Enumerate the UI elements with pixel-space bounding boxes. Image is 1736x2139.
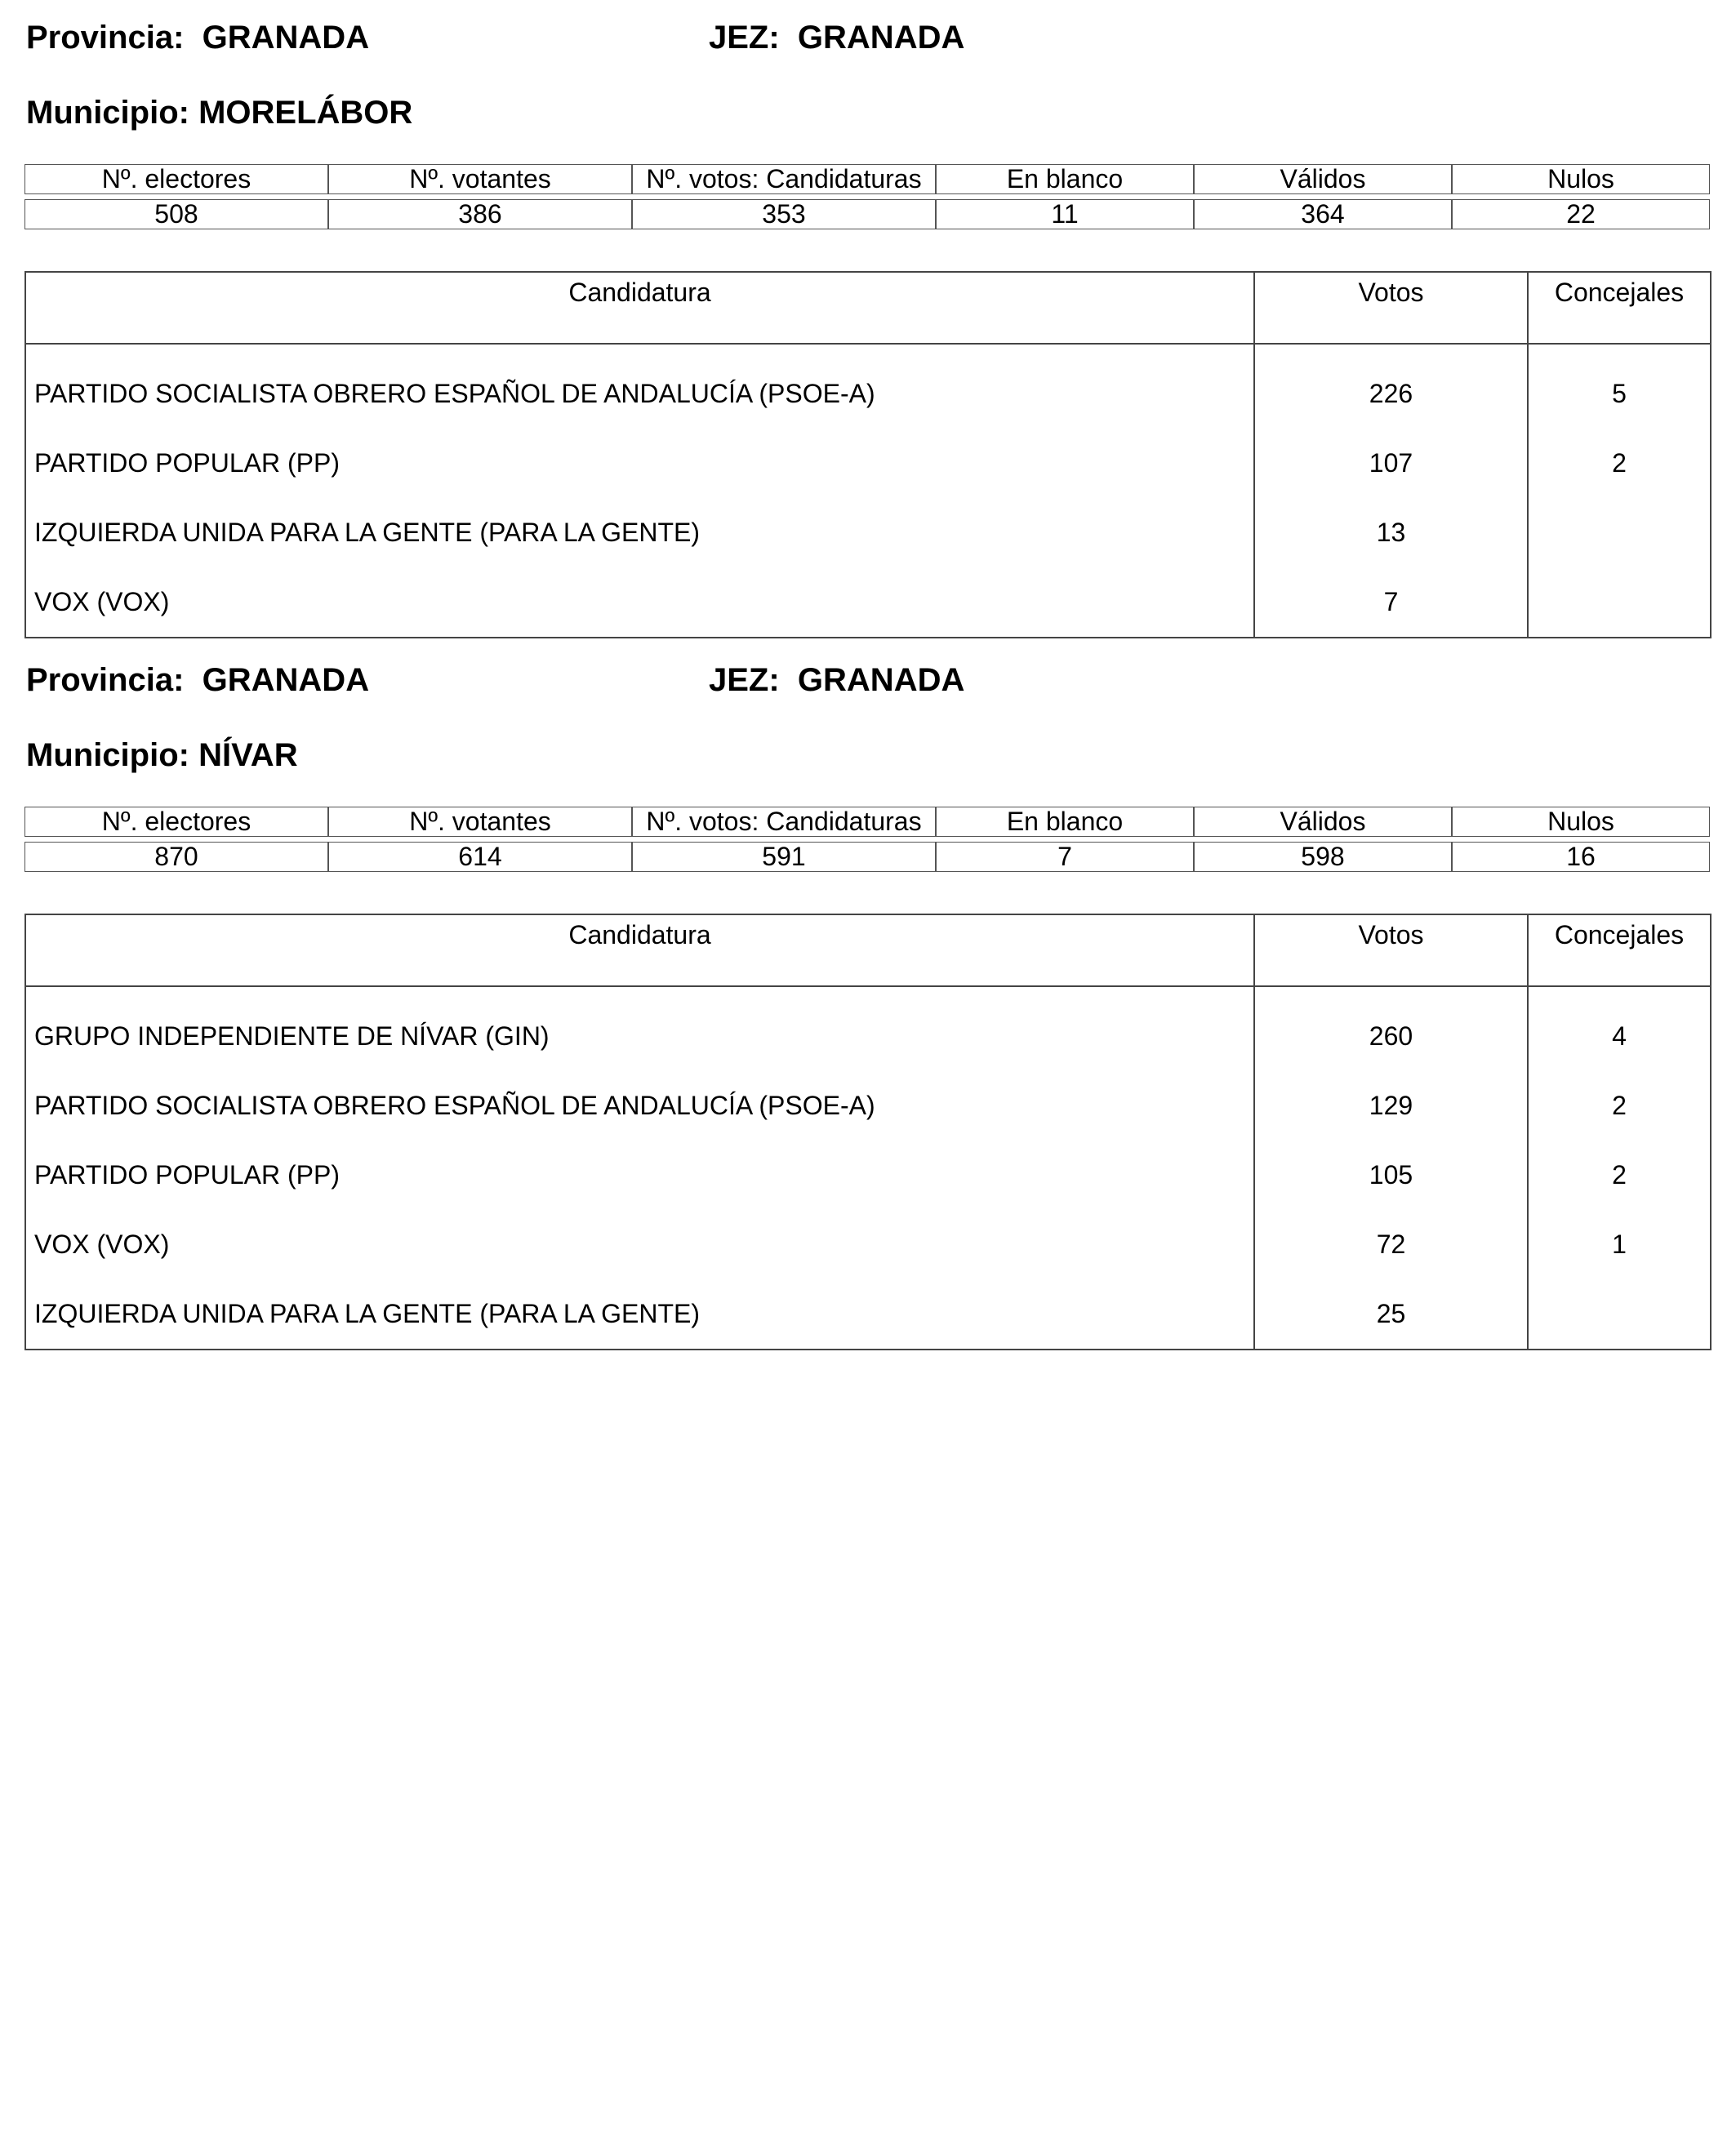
concejales-header: Concejales <box>1528 272 1711 344</box>
candidate-votes: 25 <box>1254 1279 1528 1350</box>
summary-header-nulos: Nulos <box>1452 807 1710 837</box>
candidate-seats: 5 <box>1612 379 1627 408</box>
summary-header-votos-candidaturas: Nº. votos: Candidaturas <box>632 807 936 837</box>
candidate-name: PARTIDO POPULAR (PP) <box>25 429 1254 498</box>
candidate-name: PARTIDO SOCIALISTA OBRERO ESPAÑOL DE ANDALUCÍA (PSOE-A) <box>25 344 1254 429</box>
jez-value: GRANADA <box>797 662 965 698</box>
summary-value-votos-candidaturas: 591 <box>632 842 936 872</box>
summary-header-nulos: Nulos <box>1452 164 1710 194</box>
jez-label: JEZ: <box>709 662 780 698</box>
candidate-votes: 107 <box>1254 429 1528 498</box>
provincia-heading <box>26 21 369 54</box>
candidate-seats <box>1528 498 1711 567</box>
candidatura-header: Candidatura <box>25 914 1254 986</box>
provincia-value: GRANADA <box>202 20 370 56</box>
candidate-row <box>25 1279 1711 1350</box>
summary-header-votantes: Nº. votantes <box>328 807 632 837</box>
votos-header: Votos <box>1254 272 1528 344</box>
candidates-header-row <box>25 272 1711 344</box>
provincia-label: Provincia: <box>26 20 185 56</box>
candidate-row <box>25 986 1711 1071</box>
summary-value-votos-candidaturas: 353 <box>632 199 936 229</box>
summary-value-electores: 870 <box>24 842 328 872</box>
summary-value-nulos: 16 <box>1452 842 1710 872</box>
municipio-value: MORELÁBOR <box>198 95 413 131</box>
summary-header-votantes: Nº. votantes <box>328 164 632 194</box>
candidate-votes: 13 <box>1254 498 1528 567</box>
summary-header-validos: Válidos <box>1194 807 1452 837</box>
summary-table <box>24 164 1710 229</box>
candidate-row <box>25 498 1711 567</box>
summary-header-row <box>24 807 1710 837</box>
candidate-seats: 2 <box>1612 1091 1627 1120</box>
summary-header-electores: Nº. electores <box>24 164 328 194</box>
summary-header-validos: Válidos <box>1194 164 1452 194</box>
candidate-seats: 2 <box>1612 1160 1627 1190</box>
candidate-row <box>25 1071 1711 1141</box>
municipio-label: Municipio: <box>26 95 189 131</box>
provincia-label: Provincia: <box>26 662 185 698</box>
summary-header-row <box>24 164 1710 194</box>
candidate-row <box>25 567 1711 638</box>
provincia-value: GRANADA <box>202 662 370 698</box>
candidate-name: IZQUIERDA UNIDA PARA LA GENTE (PARA LA GENTE) <box>25 1279 1254 1350</box>
candidate-name: IZQUIERDA UNIDA PARA LA GENTE (PARA LA GENTE) <box>25 498 1254 567</box>
summary-value-votantes: 386 <box>328 199 632 229</box>
jez-heading <box>709 664 964 696</box>
jez-heading <box>709 21 964 54</box>
summary-header-electores: Nº. electores <box>24 807 328 837</box>
summary-header-en-blanco: En blanco <box>936 807 1194 837</box>
candidate-name: PARTIDO POPULAR (PP) <box>25 1141 1254 1210</box>
candidate-name: VOX (VOX) <box>25 1210 1254 1279</box>
candidate-votes: 7 <box>1254 567 1528 638</box>
summary-value-validos: 598 <box>1194 842 1452 872</box>
candidate-name: PARTIDO SOCIALISTA OBRERO ESPAÑOL DE ANDALUCÍA (PSOE-A) <box>25 1071 1254 1141</box>
candidatura-header: Candidatura <box>25 272 1254 344</box>
summary-header-votos-candidaturas: Nº. votos: Candidaturas <box>632 164 936 194</box>
summary-values-row <box>24 199 1710 229</box>
candidate-seats: 1 <box>1612 1230 1627 1259</box>
municipio-heading <box>26 739 298 772</box>
summary-value-electores: 508 <box>24 199 328 229</box>
candidate-votes: 72 <box>1254 1210 1528 1279</box>
provincia-heading <box>26 664 369 696</box>
candidate-row <box>25 1141 1711 1210</box>
jez-value: GRANADA <box>797 20 965 56</box>
candidate-votes: 226 <box>1254 344 1528 429</box>
candidate-seats: 2 <box>1612 448 1627 478</box>
candidate-votes: 129 <box>1254 1071 1528 1141</box>
candidate-seats <box>1528 1279 1711 1350</box>
summary-value-en-blanco: 11 <box>936 199 1194 229</box>
candidate-row <box>25 1210 1711 1279</box>
jez-label: JEZ: <box>709 20 780 56</box>
candidate-row <box>25 344 1711 429</box>
summary-values-row <box>24 842 1710 872</box>
summary-table <box>24 807 1710 872</box>
candidate-name: GRUPO INDEPENDIENTE DE NÍVAR (GIN) <box>25 986 1254 1071</box>
summary-value-en-blanco: 7 <box>936 842 1194 872</box>
candidates-table <box>24 271 1712 638</box>
candidate-votes: 105 <box>1254 1141 1528 1210</box>
municipio-value: NÍVAR <box>198 737 298 773</box>
municipio-label: Municipio: <box>26 737 189 773</box>
candidate-seats <box>1528 567 1711 638</box>
summary-value-votantes: 614 <box>328 842 632 872</box>
candidates-header-row <box>25 914 1711 986</box>
candidate-row <box>25 429 1711 498</box>
candidates-table <box>24 914 1712 1350</box>
summary-header-en-blanco: En blanco <box>936 164 1194 194</box>
municipio-heading <box>26 96 412 129</box>
votos-header: Votos <box>1254 914 1528 986</box>
candidate-votes: 260 <box>1254 986 1528 1071</box>
summary-value-nulos: 22 <box>1452 199 1710 229</box>
candidate-seats: 4 <box>1612 1021 1627 1051</box>
concejales-header: Concejales <box>1528 914 1711 986</box>
candidate-name: VOX (VOX) <box>25 567 1254 638</box>
summary-value-validos: 364 <box>1194 199 1452 229</box>
